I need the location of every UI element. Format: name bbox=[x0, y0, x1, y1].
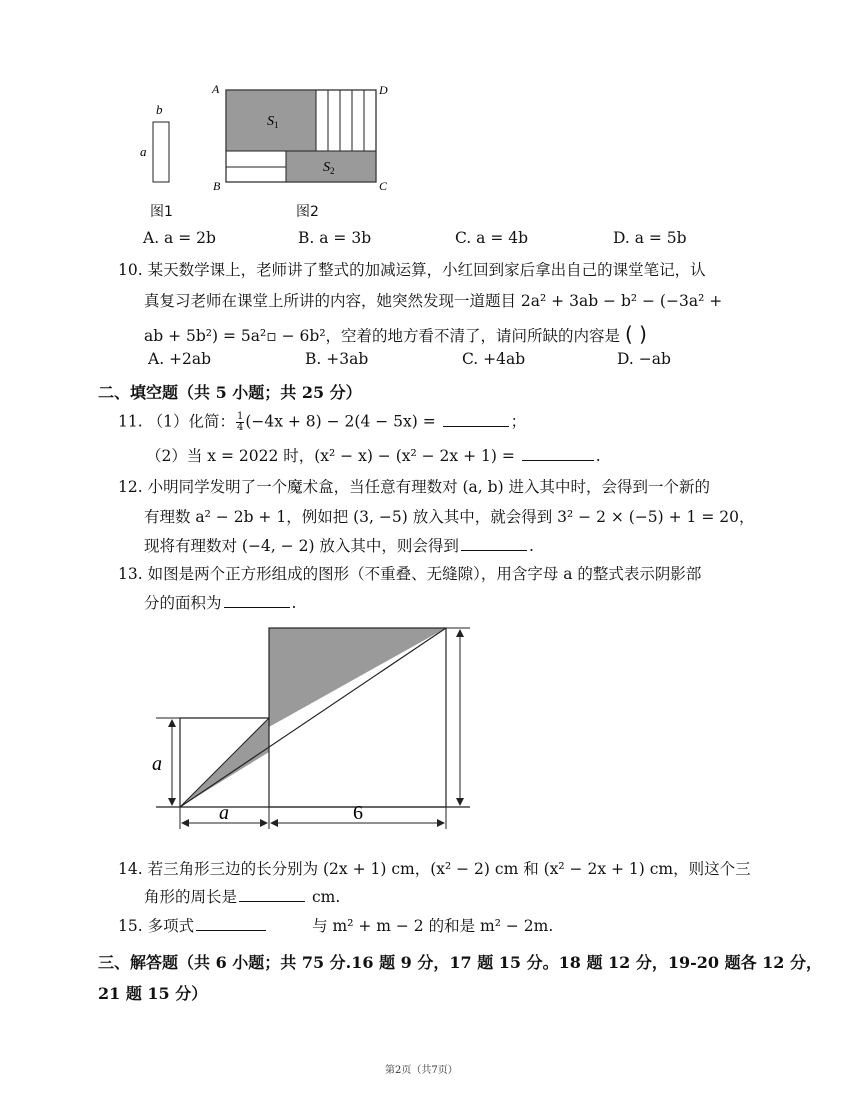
fig2-label-B: B bbox=[213, 179, 221, 193]
q10-line-1: 10. 某天数学课上，老师讲了整式的加减运算，小红回到家后拿出自己的课堂笔记，认 bbox=[118, 261, 706, 279]
fig1-label-b: b bbox=[156, 102, 163, 117]
fig13-shaded-large bbox=[269, 628, 446, 727]
q13-blank[interactable] bbox=[224, 606, 290, 608]
q9-option-b: B. a = 3b bbox=[298, 229, 372, 247]
fig13-label-a-left: a bbox=[152, 753, 162, 775]
q9-option-d: D. a = 5b bbox=[613, 229, 687, 247]
q11-fraction: $\frac{1}{4}$ bbox=[236, 411, 244, 433]
q10-line-2: 真复习老师在课堂上所讲的内容，她突然发现一道题目 2a² + 3ab − b² − (−3a² + bbox=[144, 292, 723, 310]
section-3-line-2: 21 题 15 分） bbox=[98, 984, 208, 1003]
q14-line-1: 14. 若三角形三边的长分别为 (2x + 1) cm，(x² − 2) cm 和 (x² − 2x + 1) cm，则这个三 bbox=[118, 860, 751, 878]
fig13-label-a-bottom: a bbox=[219, 802, 229, 824]
q13-line-2: 分的面积为 . bbox=[144, 594, 297, 612]
q11-part-1: 11. （1）化简： $\frac{1}{4}$ (−4x + 8) − 2(4 − 5x) = ； bbox=[118, 411, 527, 433]
q14-blank[interactable] bbox=[239, 900, 305, 902]
q15-blank[interactable] bbox=[196, 929, 266, 931]
fig2-label-D: D bbox=[379, 83, 388, 97]
q10-option-d: D. −ab bbox=[617, 350, 671, 368]
q12-line-2: 有理数 a² − 2b + 1，例如把 (3, −5) 放入其中，就会得到 3² − 2 × (−5) + 1 = 20， bbox=[144, 508, 755, 526]
q12-blank[interactable] bbox=[461, 549, 527, 551]
q10-option-c: C. +4ab bbox=[462, 350, 526, 368]
q10-option-a: A. +2ab bbox=[148, 350, 212, 368]
section-2-title: 二、填空题（共 5 小题；共 25 分） bbox=[98, 383, 362, 402]
q15-line: 15. 多项式 与 m² + m − 2 的和是 m² − 2m. bbox=[118, 917, 554, 935]
q13-line-1: 13. 如图是两个正方形组成的图形（不重叠、无缝隙），用含字母 a 的整式表示阴影部 bbox=[118, 565, 702, 583]
q11-part-1-blank[interactable] bbox=[443, 425, 509, 427]
fig13-label-6: 6 bbox=[353, 802, 363, 824]
q14-line-2: 角形的周长是 cm. bbox=[144, 888, 341, 906]
fig2-label-C: C bbox=[379, 179, 388, 193]
figure-13 bbox=[140, 622, 480, 837]
fig1-small-rect bbox=[153, 122, 169, 182]
fig2-label-S1: $S_1$ bbox=[267, 114, 279, 130]
q12-line-3: 现将有理数对 (−4, − 2) 放入其中，则会得到 . bbox=[144, 537, 534, 555]
section-3-line-1: 三、解答题（共 6 小题；共 75 分.16 题 9 分，17 题 15 分。18 题 12 分，19-20 题各 12 分， bbox=[98, 953, 822, 972]
fig1-caption: 图1 bbox=[150, 204, 173, 220]
q12-line-1: 12. 小明同学发明了一个魔术盒，当任意有理数对 (a, b) 进入其中时，会得到一个新的 bbox=[118, 478, 711, 496]
page-footer: 第2页（共7页） bbox=[385, 1065, 458, 1076]
fig2-label-S2: $S_2$ bbox=[323, 160, 335, 176]
q10-line-3-text: ab + 5b²) = 5a²▫ − 6b²，空着的地方看不清了，请问所缺的内容是 bbox=[144, 327, 621, 345]
q11-part-1-prefix: 11. （1）化简： bbox=[118, 412, 235, 431]
q9-option-c: C. a = 4b bbox=[455, 229, 529, 247]
fig2-label-A: A bbox=[212, 82, 220, 96]
q11-part-2-blank[interactable] bbox=[522, 459, 594, 461]
q9-option-a: A. a = 2b bbox=[143, 229, 216, 247]
q10-answer-paren: ( ) bbox=[625, 322, 647, 346]
q10-option-b: B. +3ab bbox=[305, 350, 369, 368]
q11-part-2: （2）当 x = 2022 时，(x² − x) − (x² − 2x + 1) = . bbox=[146, 447, 601, 465]
q11-part-1-expr: (−4x + 8) − 2(4 − 5x) = bbox=[245, 412, 436, 431]
fig2-caption: 图2 bbox=[296, 204, 319, 220]
q10-line-3 bbox=[144, 324, 647, 345]
q11-part-2-text: （2）当 x = 2022 时，(x² − x) − (x² − 2x + 1) = bbox=[146, 447, 515, 465]
fig1-label-a: a bbox=[140, 144, 147, 159]
